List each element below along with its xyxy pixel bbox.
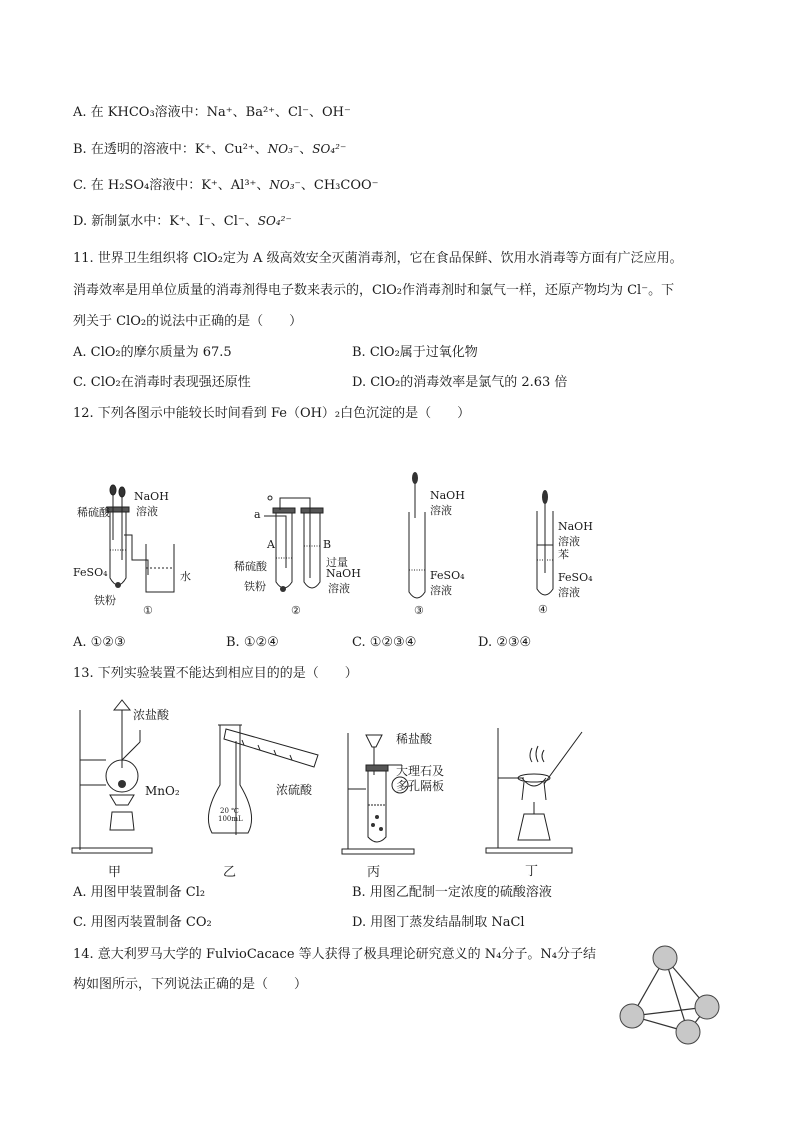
feso4-label: FeSO₄ (558, 571, 593, 584)
valve-a-label: a (254, 508, 261, 521)
q13-stem: 13. 下列实验装置不能达到相应目的的是（ ） (73, 666, 358, 681)
figure-number: ② (291, 604, 301, 617)
q10-option-b-text: B. 在透明的溶液中：K⁺、Cu²⁺、 (73, 142, 268, 157)
solution-label: 溶液 (558, 535, 580, 548)
q11-stem-line1: 11. 世界卫生组织将 ClO₂定为 A 级高效安全灭菌消毒剂，它在食品保鲜、饮用水消毒等方面有广泛应用。 (73, 251, 683, 266)
q13-option-b: B. 用图乙配制一定浓度的硫酸溶液 (352, 885, 552, 900)
figure-caption: 甲 (108, 865, 122, 880)
solution-label: 溶液 (136, 505, 158, 518)
q13-option-c: C. 用图丙装置制备 CO₂ (73, 915, 212, 930)
separator: 、 (299, 142, 313, 157)
nitrate-formula: NO₃⁻ (269, 178, 301, 192)
iron-powder-label: 铁粉 (94, 594, 116, 607)
q12-option-a: A. ①②③ (73, 635, 126, 650)
figure-caption: 乙 (223, 865, 237, 880)
q13-figure-yi (198, 715, 328, 880)
n-atom (676, 1020, 700, 1044)
solution-label: 溶液 (328, 582, 350, 595)
q13-option-a: A. 用图甲装置制备 Cl₂ (73, 885, 206, 900)
q13-figure-jia-drawing (70, 690, 190, 855)
excess-label: 过量 (326, 556, 348, 569)
conc-sulfuric-label: 浓硫酸 (276, 783, 313, 797)
water-label: 水 (180, 570, 191, 583)
q11-stem-line2: 消毒效率是用单位质量的消毒剂得电子数来表示的，ClO₂作消毒剂时和氯气一样，还原产物均为 Cl⁻。下 (73, 283, 675, 298)
figure-caption: 丁 (525, 864, 539, 879)
tube-b-label: B (323, 538, 332, 551)
q13-figure-bing (340, 725, 450, 880)
volume-label: 100mL (218, 815, 243, 823)
mno2-label: MnO₂ (145, 784, 180, 798)
figure-number: ③ (414, 604, 424, 617)
dilute-sulfuric-acid-label: 稀硫酸 (234, 560, 267, 573)
naoh-label: NaOH (558, 520, 593, 533)
solution-label: 溶液 (558, 586, 580, 599)
q12-option-b: B. ①②④ (226, 635, 279, 650)
n-atom (653, 946, 677, 970)
figure-number: ④ (538, 603, 548, 616)
q11-option-c: C. ClO₂在消毒时表现强还原性 (73, 375, 251, 390)
benzene-label: 苯 (558, 548, 569, 561)
sulfate-formula: SO₄²⁻ (257, 214, 292, 228)
temperature-label: 20 ℃ (220, 807, 239, 815)
q12-option-d: D. ②③④ (478, 635, 532, 650)
q12-figure-1 (70, 480, 200, 620)
n4-molecule-drawing (612, 940, 732, 1050)
feso4-label: FeSO₄ (73, 566, 108, 579)
figure-caption: 丙 (367, 865, 381, 880)
q10-option-c (73, 176, 379, 195)
tube-a-label: A (267, 538, 275, 551)
q12-stem: 12. 下列各图示中能较长时间看到 Fe（OH）₂白色沉淀的是（ ） (73, 406, 471, 421)
q13-option-d: D. 用图丁蒸发结晶制取 NaCl (352, 915, 525, 930)
feso4-label: FeSO₄ (430, 569, 465, 582)
conc-hcl-label: 浓盐酸 (133, 708, 170, 722)
q13-figure-ding-drawing (482, 722, 592, 854)
n-atom (620, 1004, 644, 1028)
q11-stem-line3: 列关于 ClO₂的说法中正确的是（ ） (73, 314, 303, 329)
q10-option-c-text: C. 在 H₂SO₄溶液中：K⁺、Al³⁺、 (73, 178, 270, 193)
q11-option-b: B. ClO₂属于过氧化物 (352, 345, 478, 360)
q11-option-a: A. ClO₂的摩尔质量为 67.5 (73, 345, 232, 360)
q13-figure-jia (70, 690, 190, 880)
solution-label: 溶液 (430, 504, 452, 517)
q14-stem-line1: 14. 意大利罗马大学的 FulvioCacace 等人获得了极具理论研究意义的 N₄分子。N₄分子结 (73, 947, 596, 962)
q12-option-c: C. ①②③④ (352, 635, 417, 650)
q11-option-d: D. ClO₂的消毒效率是氯气的 2.63 倍 (352, 375, 568, 390)
naoh-label: NaOH (326, 567, 361, 580)
q12-figure-4-drawing (525, 485, 635, 620)
nitrate-formula: NO₃⁻ (267, 142, 300, 156)
n4-molecule-diagram (612, 940, 732, 1050)
solution-label: 溶液 (430, 584, 452, 597)
q12-figure-3 (395, 470, 495, 620)
q14-stem-line2: 构如图所示，下列说法正确的是（ ） (73, 977, 308, 992)
q12-figure-4 (525, 485, 635, 620)
dilute-sulfuric-acid-label: 稀硫酸 (77, 506, 110, 519)
sulfate-formula: SO₄²⁻ (312, 142, 347, 156)
dilute-hcl-label: 稀盐酸 (396, 732, 433, 746)
n-atom (695, 995, 719, 1019)
q10-option-b (73, 140, 346, 159)
q13-figure-ding (482, 722, 592, 880)
figure-number: ① (143, 604, 153, 617)
porous-plate-label: 多孔隔板 (396, 779, 445, 793)
naoh-label: NaOH (430, 489, 465, 502)
naoh-label: NaOH (134, 490, 169, 503)
q10-option-d (73, 212, 292, 231)
q10-option-a: A. 在 KHCO₃溶液中：Na⁺、Ba²⁺、Cl⁻、OH⁻ (73, 105, 351, 120)
iron-powder-label: 铁粉 (244, 580, 266, 593)
q10-option-d-text: D. 新制氯水中：K⁺、I⁻、Cl⁻、 (73, 214, 258, 229)
marble-label: 大理石及 (396, 764, 445, 778)
q12-figure-2 (230, 488, 360, 620)
q10-option-c-tail: 、CH₃COO⁻ (300, 178, 379, 193)
